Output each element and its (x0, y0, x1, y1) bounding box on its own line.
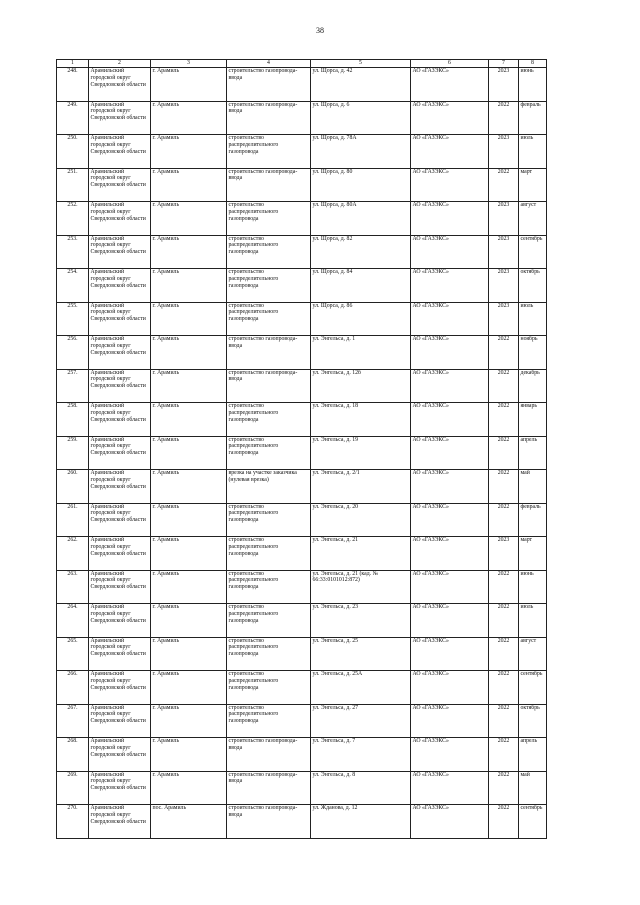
organization-cell: АО «ГАЗЭКС» (411, 637, 489, 671)
row-number: 254. (57, 269, 89, 303)
work-type-cell: строительство газопровода-ввода (227, 101, 311, 135)
district-cell: Арамильский городской округ Свердловской области (89, 537, 151, 571)
year-cell: 2022 (489, 436, 519, 470)
district-cell: Арамильский городской округ Свердловской области (89, 738, 151, 772)
table-row (57, 336, 547, 370)
organization-cell: АО «ГАЗЭКС» (411, 604, 489, 638)
table-row (57, 302, 547, 336)
row-number: 248. (57, 68, 89, 102)
settlement-cell: г. Арамиль (151, 503, 227, 537)
district-cell: Арамильский городской округ Свердловской области (89, 168, 151, 202)
month-cell: март (519, 537, 547, 571)
organization-cell: АО «ГАЗЭКС» (411, 704, 489, 738)
table-row (57, 403, 547, 437)
table-row (57, 771, 547, 805)
row-number: 258. (57, 403, 89, 437)
address-cell: ул. Жданова, д. 12 (311, 805, 411, 839)
address-cell: ул. Щорса, д. 6 (311, 101, 411, 135)
month-cell: январь (519, 403, 547, 437)
month-cell: июнь (519, 68, 547, 102)
page-number: 38 (316, 26, 324, 35)
month-cell: июль (519, 302, 547, 336)
organization-cell: АО «ГАЗЭКС» (411, 671, 489, 705)
year-cell: 2023 (489, 68, 519, 102)
month-cell: декабрь (519, 369, 547, 403)
settlement-cell: г. Арамиль (151, 671, 227, 705)
month-cell: апрель (519, 436, 547, 470)
organization-cell: АО «ГАЗЭКС» (411, 202, 489, 236)
row-number: 267. (57, 704, 89, 738)
settlement-cell: г. Арамиль (151, 101, 227, 135)
month-cell: июль (519, 135, 547, 169)
organization-cell: АО «ГАЗЭКС» (411, 537, 489, 571)
address-cell: ул. Щорса, д. 80А (311, 202, 411, 236)
table-row (57, 738, 547, 772)
organization-cell: АО «ГАЗЭКС» (411, 68, 489, 102)
table-row (57, 470, 547, 504)
work-type-cell: строительство распределительного газопровода (227, 235, 311, 269)
column-header: 4 (227, 60, 311, 68)
table-row (57, 269, 547, 303)
row-number: 253. (57, 235, 89, 269)
column-header: 8 (519, 60, 547, 68)
address-cell: ул. Энгельса, д. 21 (311, 537, 411, 571)
row-number: 270. (57, 805, 89, 839)
work-type-cell: строительство газопровода-ввода (227, 168, 311, 202)
year-cell: 2022 (489, 168, 519, 202)
table-row (57, 101, 547, 135)
organization-cell: АО «ГАЗЭКС» (411, 738, 489, 772)
month-cell: сентябрь (519, 671, 547, 705)
address-cell: ул. Энгельса, д. 7 (311, 738, 411, 772)
organization-cell: АО «ГАЗЭКС» (411, 168, 489, 202)
year-cell: 2022 (489, 771, 519, 805)
address-cell: ул. Щорса, д. 86 (311, 302, 411, 336)
work-type-cell: строительство газопровода-ввода (227, 738, 311, 772)
month-cell: август (519, 202, 547, 236)
month-cell: октябрь (519, 704, 547, 738)
row-number: 251. (57, 168, 89, 202)
row-number: 266. (57, 671, 89, 705)
settlement-cell: г. Арамиль (151, 369, 227, 403)
district-cell: Арамильский городской округ Свердловской области (89, 403, 151, 437)
address-cell: ул. Энгельса, д. 18 (311, 403, 411, 437)
table-row (57, 704, 547, 738)
district-cell: Арамильский городской округ Свердловской области (89, 68, 151, 102)
month-cell: октябрь (519, 269, 547, 303)
column-header: 2 (89, 60, 151, 68)
table-row (57, 503, 547, 537)
year-cell: 2023 (489, 537, 519, 571)
year-cell: 2022 (489, 738, 519, 772)
district-cell: Арамильский городской округ Свердловской области (89, 503, 151, 537)
row-number: 257. (57, 369, 89, 403)
address-cell: ул. Щорса, д. 82 (311, 235, 411, 269)
month-cell: июнь (519, 570, 547, 604)
address-cell: ул. Щорса, д. 80 (311, 168, 411, 202)
organization-cell: АО «ГАЗЭКС» (411, 302, 489, 336)
year-cell: 2023 (489, 269, 519, 303)
month-cell: сентябрь (519, 235, 547, 269)
work-type-cell: строительство распределительного газопровода (227, 637, 311, 671)
work-type-cell: строительство газопровода-ввода (227, 805, 311, 839)
month-cell: сентябрь (519, 805, 547, 839)
settlement-cell: г. Арамиль (151, 704, 227, 738)
address-cell: ул. Энгельса, д. 8 (311, 771, 411, 805)
settlement-cell: г. Арамиль (151, 235, 227, 269)
gasification-schedule-table (56, 59, 547, 839)
row-number: 250. (57, 135, 89, 169)
settlement-cell: г. Арамиль (151, 436, 227, 470)
district-cell: Арамильский городской округ Свердловской области (89, 436, 151, 470)
row-number: 262. (57, 537, 89, 571)
table-row (57, 68, 547, 102)
district-cell: Арамильский городской округ Свердловской области (89, 470, 151, 504)
district-cell: Арамильский городской округ Свердловской области (89, 570, 151, 604)
year-cell: 2022 (489, 570, 519, 604)
year-cell: 2022 (489, 637, 519, 671)
address-cell: ул. Щорса, д. 78А (311, 135, 411, 169)
table-row (57, 235, 547, 269)
district-cell: Арамильский городской округ Свердловской области (89, 101, 151, 135)
district-cell: Арамильский городской округ Свердловской области (89, 671, 151, 705)
year-cell: 2023 (489, 135, 519, 169)
settlement-cell: г. Арамиль (151, 537, 227, 571)
row-number: 263. (57, 570, 89, 604)
row-number: 261. (57, 503, 89, 537)
address-cell: ул. Энгельса, д. 25А (311, 671, 411, 705)
row-number: 264. (57, 604, 89, 638)
settlement-cell: г. Арамиль (151, 771, 227, 805)
settlement-cell: г. Арамиль (151, 269, 227, 303)
row-number: 252. (57, 202, 89, 236)
column-number-row (57, 60, 547, 68)
row-number: 255. (57, 302, 89, 336)
row-number: 260. (57, 470, 89, 504)
table-row (57, 202, 547, 236)
work-type-cell: строительство распределительного газопровода (227, 704, 311, 738)
organization-cell: АО «ГАЗЭКС» (411, 369, 489, 403)
address-cell: ул. Энгельса, д. 12б (311, 369, 411, 403)
district-cell: Арамильский городской округ Свердловской области (89, 336, 151, 370)
month-cell: май (519, 470, 547, 504)
column-header: 6 (411, 60, 489, 68)
organization-cell: АО «ГАЗЭКС» (411, 805, 489, 839)
settlement-cell: г. Арамиль (151, 570, 227, 604)
table-row (57, 671, 547, 705)
month-cell: август (519, 637, 547, 671)
settlement-cell: г. Арамиль (151, 604, 227, 638)
organization-cell: АО «ГАЗЭКС» (411, 135, 489, 169)
work-type-cell: строительство газопровода-ввода (227, 771, 311, 805)
column-header: 7 (489, 60, 519, 68)
address-cell: ул. Энгельса, д. 19 (311, 436, 411, 470)
address-cell: ул. Щорса, д. 84 (311, 269, 411, 303)
year-cell: 2022 (489, 604, 519, 638)
month-cell: февраль (519, 503, 547, 537)
district-cell: Арамильский городской округ Свердловской области (89, 805, 151, 839)
year-cell: 2022 (489, 369, 519, 403)
month-cell: июль (519, 604, 547, 638)
work-type-cell: строительство распределительного газопровода (227, 202, 311, 236)
settlement-cell: г. Арамиль (151, 738, 227, 772)
row-number: 256. (57, 336, 89, 370)
settlement-cell: г. Арамиль (151, 403, 227, 437)
month-cell: февраль (519, 101, 547, 135)
year-cell: 2023 (489, 235, 519, 269)
settlement-cell: г. Арамиль (151, 135, 227, 169)
table-row (57, 637, 547, 671)
month-cell: май (519, 771, 547, 805)
settlement-cell: пос. Арамиль (151, 805, 227, 839)
table-row (57, 604, 547, 638)
work-type-cell: строительство газопровода-ввода (227, 369, 311, 403)
settlement-cell: г. Арамиль (151, 68, 227, 102)
address-cell: ул. Щорса, д. 42 (311, 68, 411, 102)
year-cell: 2022 (489, 403, 519, 437)
table-row (57, 436, 547, 470)
address-cell: ул. Энгельса, д. 20 (311, 503, 411, 537)
organization-cell: АО «ГАЗЭКС» (411, 101, 489, 135)
organization-cell: АО «ГАЗЭКС» (411, 235, 489, 269)
year-cell: 2022 (489, 503, 519, 537)
district-cell: Арамильский городской округ Свердловской области (89, 202, 151, 236)
column-header: 3 (151, 60, 227, 68)
settlement-cell: г. Арамиль (151, 336, 227, 370)
work-type-cell: строительство распределительного газопровода (227, 671, 311, 705)
address-cell: ул. Энгельса, д. 25 (311, 637, 411, 671)
district-cell: Арамильский городской округ Свердловской области (89, 269, 151, 303)
row-number: 259. (57, 436, 89, 470)
district-cell: Арамильский городской округ Свердловской области (89, 302, 151, 336)
year-cell: 2023 (489, 202, 519, 236)
year-cell: 2022 (489, 336, 519, 370)
settlement-cell: г. Арамиль (151, 202, 227, 236)
work-type-cell: строительство распределительного газопровода (227, 436, 311, 470)
month-cell: ноябрь (519, 336, 547, 370)
district-cell: Арамильский городской округ Свердловской области (89, 135, 151, 169)
row-number: 269. (57, 771, 89, 805)
organization-cell: АО «ГАЗЭКС» (411, 436, 489, 470)
address-cell: ул. Энгельса, д. 1 (311, 336, 411, 370)
work-type-cell: строительство газопровода-ввода (227, 336, 311, 370)
work-type-cell: строительство распределительного газопровода (227, 570, 311, 604)
district-cell: Арамильский городской округ Свердловской области (89, 604, 151, 638)
year-cell: 2022 (489, 671, 519, 705)
year-cell: 2022 (489, 704, 519, 738)
row-number: 249. (57, 101, 89, 135)
work-type-cell: строительство распределительного газопровода (227, 503, 311, 537)
table-row (57, 537, 547, 571)
table-row (57, 805, 547, 839)
settlement-cell: г. Арамиль (151, 302, 227, 336)
year-cell: 2022 (489, 470, 519, 504)
organization-cell: АО «ГАЗЭКС» (411, 771, 489, 805)
work-type-cell: строительство распределительного газопровода (227, 403, 311, 437)
year-cell: 2022 (489, 101, 519, 135)
organization-cell: АО «ГАЗЭКС» (411, 403, 489, 437)
column-header: 1 (57, 60, 89, 68)
table-row (57, 168, 547, 202)
work-type-cell: строительство распределительного газопровода (227, 604, 311, 638)
address-cell: ул. Энгельса, д. 21 (кад. № 66:33:0101012:872) (311, 570, 411, 604)
organization-cell: АО «ГАЗЭКС» (411, 269, 489, 303)
work-type-cell: строительство распределительного газопровода (227, 269, 311, 303)
district-cell: Арамильский городской округ Свердловской области (89, 369, 151, 403)
column-header: 5 (311, 60, 411, 68)
settlement-cell: г. Арамиль (151, 637, 227, 671)
organization-cell: АО «ГАЗЭКС» (411, 570, 489, 604)
work-type-cell: строительство распределительного газопровода (227, 302, 311, 336)
organization-cell: АО «ГАЗЭКС» (411, 336, 489, 370)
address-cell: ул. Энгельса, д. 27 (311, 704, 411, 738)
organization-cell: АО «ГАЗЭКС» (411, 503, 489, 537)
district-cell: Арамильский городской округ Свердловской области (89, 637, 151, 671)
year-cell: 2023 (489, 302, 519, 336)
work-type-cell: врезка на участке заказчика (нулевая врезка) (227, 470, 311, 504)
address-cell: ул. Энгельса, д. 2/1 (311, 470, 411, 504)
district-cell: Арамильский городской округ Свердловской области (89, 235, 151, 269)
district-cell: Арамильский городской округ Свердловской области (89, 771, 151, 805)
address-cell: ул. Энгельса, д. 23 (311, 604, 411, 638)
organization-cell: АО «ГАЗЭКС» (411, 470, 489, 504)
table-row (57, 570, 547, 604)
table-row (57, 369, 547, 403)
work-type-cell: строительство распределительного газопровода (227, 135, 311, 169)
row-number: 265. (57, 637, 89, 671)
work-type-cell: строительство распределительного газопровода (227, 537, 311, 571)
month-cell: апрель (519, 738, 547, 772)
row-number: 268. (57, 738, 89, 772)
settlement-cell: г. Арамиль (151, 470, 227, 504)
district-cell: Арамильский городской округ Свердловской области (89, 704, 151, 738)
table-row (57, 135, 547, 169)
month-cell: март (519, 168, 547, 202)
settlement-cell: г. Арамиль (151, 168, 227, 202)
work-type-cell: строительство газопровода-ввода (227, 68, 311, 102)
year-cell: 2022 (489, 805, 519, 839)
